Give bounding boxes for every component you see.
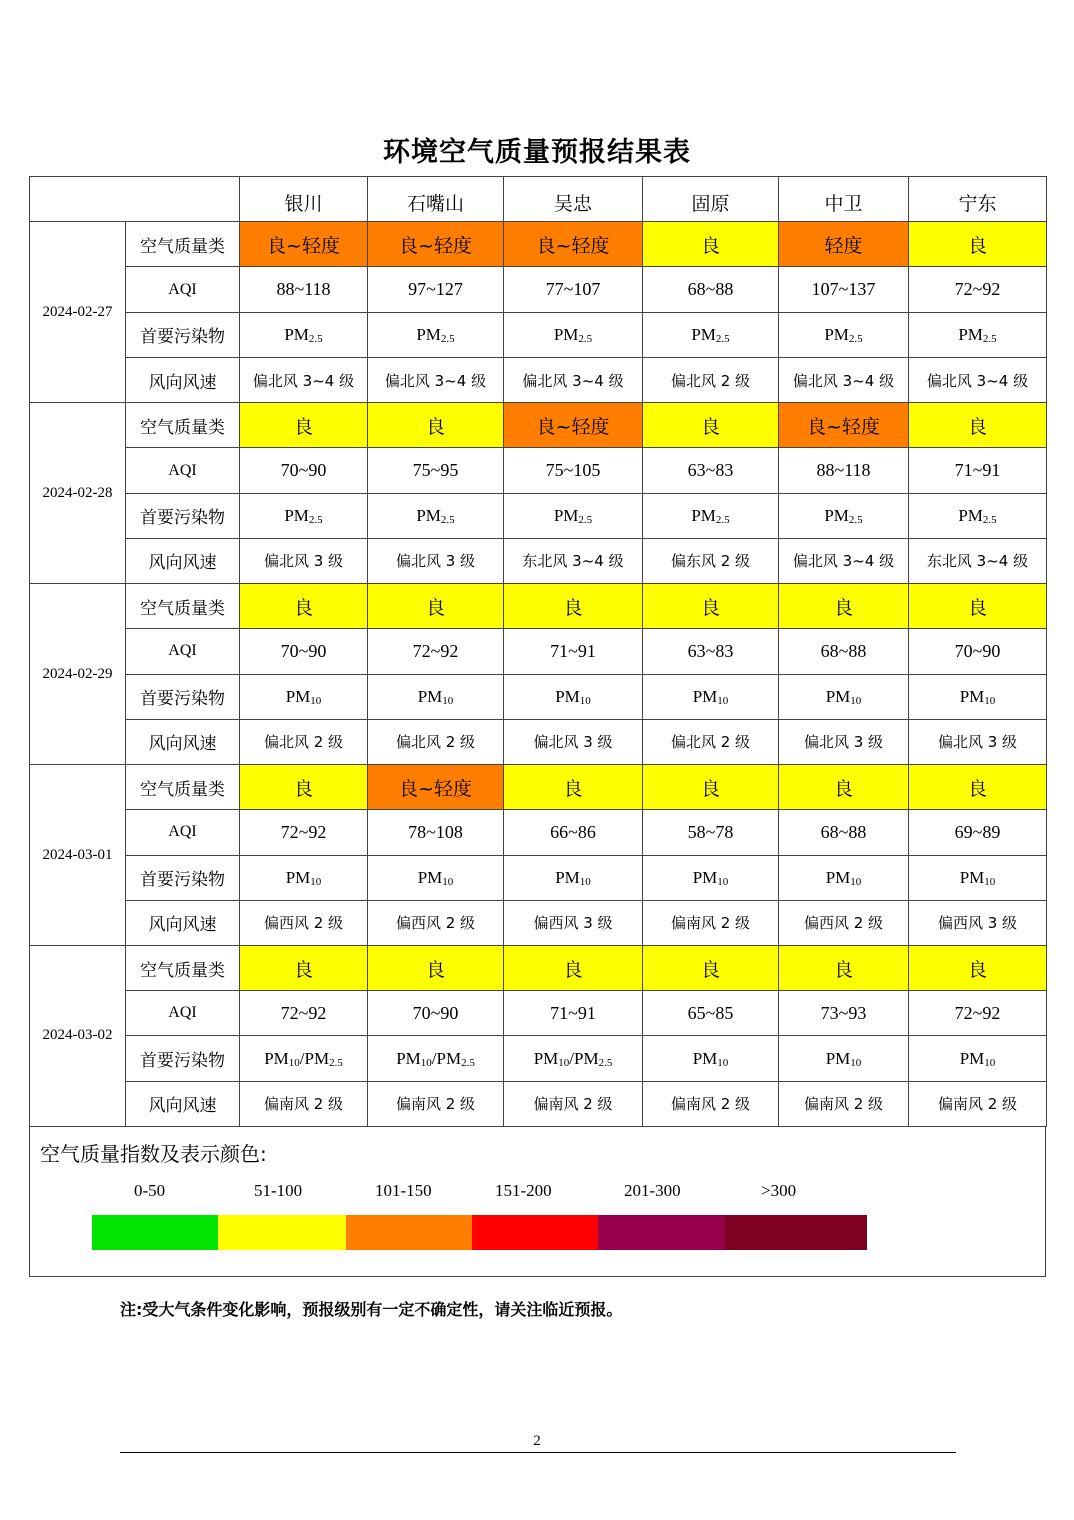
row-label-pollutant: 首要污染物 xyxy=(126,312,240,357)
city-header: 吴忠 xyxy=(504,177,643,222)
wind-cell: 偏北风 2 级 xyxy=(643,357,779,402)
uncertainty-note: 注:受大气条件变化影响，预报级别有一定不确定性，请关注临近预报。 xyxy=(120,1300,623,1319)
row-label-pollutant: 首要污染物 xyxy=(126,493,240,538)
row-label-level: 空气质量类 xyxy=(126,222,240,267)
row-label-pollutant: 首要污染物 xyxy=(126,855,240,900)
row-label-aqi: AQI xyxy=(126,629,240,674)
aqi-cell: 97~127 xyxy=(368,267,504,312)
primary-pollutant-cell: $PM_{2.5}$ xyxy=(368,312,504,357)
legend-swatch-excellent xyxy=(92,1215,218,1250)
pollutant-subscript: 10 xyxy=(984,875,996,888)
wind-cell: 偏西风 3 级 xyxy=(909,900,1047,945)
quality-level-cell: 良 xyxy=(909,403,1047,448)
quality-level-cell: 良 xyxy=(909,765,1047,810)
quality-level-cell: 良 xyxy=(504,584,643,629)
primary-pollutant-cell: $PM_{2.5}$ xyxy=(643,312,779,357)
table-row xyxy=(30,855,1047,900)
table-row xyxy=(30,765,1047,810)
row-label-aqi: AQI xyxy=(126,267,240,312)
legend-range-label: >300 xyxy=(761,1181,797,1200)
forecast-date: 2024-02-27 xyxy=(30,222,126,403)
quality-level-cell: 良 xyxy=(240,765,368,810)
row-label-pollutant: 首要污染物 xyxy=(126,1036,240,1081)
pollutant-subscript: 2.5 xyxy=(715,332,730,345)
pollutant-subscript: 10 xyxy=(579,694,591,707)
aqi-cell: 70~90 xyxy=(909,629,1047,674)
quality-level-cell: 良~轻度 xyxy=(240,222,368,267)
wind-cell: 偏西风 2 级 xyxy=(240,900,368,945)
aqi-cell: 71~91 xyxy=(504,629,643,674)
table-row xyxy=(30,538,1047,583)
wind-cell: 偏北风 3~4 级 xyxy=(909,357,1047,402)
aqi-cell: 72~92 xyxy=(240,991,368,1036)
wind-cell: 偏西风 2 级 xyxy=(368,900,504,945)
quality-level-cell: 良 xyxy=(643,403,779,448)
aqi-cell: 71~91 xyxy=(909,448,1047,493)
primary-pollutant-cell: $PM_{10}$ xyxy=(240,674,368,719)
primary-pollutant-cell: $PM_{2.5}$ xyxy=(368,493,504,538)
row-label-wind: 风向风速 xyxy=(126,719,240,764)
wind-cell: 偏北风 3 级 xyxy=(909,719,1047,764)
quality-level-cell: 良 xyxy=(504,945,643,990)
aqi-cell: 73~93 xyxy=(779,991,909,1036)
pollutant-subscript: 2.5 xyxy=(715,513,730,526)
wind-cell: 偏南风 2 级 xyxy=(240,1081,368,1126)
table-row xyxy=(30,674,1047,719)
aqi-cell: 65~85 xyxy=(643,991,779,1036)
primary-pollutant-cell: $PM_{10}$ xyxy=(779,674,909,719)
wind-cell: 偏北风 2 级 xyxy=(368,719,504,764)
legend-range-label: 51-100 xyxy=(254,1181,303,1200)
quality-level-cell: 良 xyxy=(643,584,779,629)
wind-cell: 偏北风 3~4 级 xyxy=(504,357,643,402)
aqi-cell: 72~92 xyxy=(240,810,368,855)
pollutant-subscript: 2.5 xyxy=(308,332,323,345)
pollutant-subscript: 10 xyxy=(984,1056,996,1069)
wind-cell: 偏南风 2 级 xyxy=(779,1081,909,1126)
pollutant-subscript: 2.5 xyxy=(982,513,997,526)
wind-cell: 偏北风 3 级 xyxy=(368,538,504,583)
primary-pollutant-cell: $PM_{10}/PM_{2.5}$ xyxy=(240,1036,368,1081)
quality-level-cell: 良 xyxy=(504,765,643,810)
pollutant-subscript: 10 xyxy=(850,875,862,888)
city-header: 银川 xyxy=(240,177,368,222)
pollutant-subscript: 10 xyxy=(984,694,996,707)
wind-cell: 偏南风 2 级 xyxy=(643,1081,779,1126)
city-header: 宁东 xyxy=(909,177,1047,222)
wind-cell: 偏西风 2 级 xyxy=(779,900,909,945)
pollutant-subscript: 10 xyxy=(717,694,729,707)
aqi-cell: 77~107 xyxy=(504,267,643,312)
wind-cell: 偏南风 2 级 xyxy=(504,1081,643,1126)
aqi-cell: 78~108 xyxy=(368,810,504,855)
pollutant-subscript: 2.5 xyxy=(578,513,593,526)
aqi-color-legend xyxy=(29,1126,1046,1277)
primary-pollutant-cell: $PM_{10}$ xyxy=(643,855,779,900)
wind-cell: 偏北风 3 级 xyxy=(779,719,909,764)
pollutant-subscript: 10 xyxy=(310,875,322,888)
table-row xyxy=(30,357,1047,402)
quality-level-cell: 良~轻度 xyxy=(504,222,643,267)
pollutant-subscript: 10 xyxy=(558,1056,570,1069)
table-row xyxy=(30,991,1047,1036)
legend-swatch-light xyxy=(346,1215,472,1250)
wind-cell: 偏南风 2 级 xyxy=(643,900,779,945)
pollutant-subscript: 10 xyxy=(442,694,454,707)
page-title: 环境空气质量预报结果表 xyxy=(383,137,691,168)
page-number: 2 xyxy=(533,1433,541,1449)
wind-cell: 偏北风 2 级 xyxy=(240,719,368,764)
pollutant-subscript: 10 xyxy=(579,875,591,888)
forecast-table xyxy=(29,176,1047,1127)
aqi-cell: 70~90 xyxy=(368,991,504,1036)
row-label-wind: 风向风速 xyxy=(126,357,240,402)
pollutant-subscript: 10 xyxy=(717,1056,729,1069)
quality-level-cell: 轻度 xyxy=(779,222,909,267)
quality-level-cell: 良~轻度 xyxy=(368,765,504,810)
table-row xyxy=(30,945,1047,990)
primary-pollutant-cell: $PM_{2.5}$ xyxy=(909,493,1047,538)
row-label-wind: 风向风速 xyxy=(126,1081,240,1126)
aqi-cell: 66~86 xyxy=(504,810,643,855)
pollutant-subscript: 10 xyxy=(717,875,729,888)
row-label-level: 空气质量类 xyxy=(126,765,240,810)
table-row xyxy=(30,810,1047,855)
primary-pollutant-cell: $PM_{2.5}$ xyxy=(240,312,368,357)
quality-level-cell: 良 xyxy=(779,584,909,629)
aqi-cell: 72~92 xyxy=(909,267,1047,312)
aqi-cell: 107~137 xyxy=(779,267,909,312)
primary-pollutant-cell: $PM_{10}$ xyxy=(643,1036,779,1081)
table-row xyxy=(30,629,1047,674)
primary-pollutant-cell: $PM_{10}$ xyxy=(368,855,504,900)
primary-pollutant-cell: $PM_{10}$ xyxy=(240,855,368,900)
pollutant-subscript: 10 xyxy=(442,875,454,888)
aqi-cell: 69~89 xyxy=(909,810,1047,855)
quality-level-cell: 良 xyxy=(240,584,368,629)
primary-pollutant-cell: $PM_{10}$ xyxy=(504,674,643,719)
pollutant-subscript: 10 xyxy=(288,1056,300,1069)
forecast-date: 2024-03-01 xyxy=(30,765,126,946)
forecast-date: 2024-03-02 xyxy=(30,945,126,1126)
aqi-cell: 58~78 xyxy=(643,810,779,855)
quality-level-cell: 良~轻度 xyxy=(504,403,643,448)
table-row xyxy=(30,448,1047,493)
city-header: 石嘴山 xyxy=(368,177,504,222)
primary-pollutant-cell: $PM_{2.5}$ xyxy=(504,493,643,538)
wind-cell: 偏北风 3 级 xyxy=(504,719,643,764)
quality-level-cell: 良 xyxy=(909,945,1047,990)
legend-swatch-moderate xyxy=(472,1215,598,1250)
primary-pollutant-cell: $PM_{10}$ xyxy=(779,855,909,900)
table-row xyxy=(30,1081,1047,1126)
wind-cell: 偏西风 3 级 xyxy=(504,900,643,945)
row-label-level: 空气质量类 xyxy=(126,584,240,629)
wind-cell: 偏北风 3~4 级 xyxy=(779,538,909,583)
quality-level-cell: 良 xyxy=(779,765,909,810)
pollutant-subscript: 2.5 xyxy=(440,513,455,526)
aqi-cell: 88~118 xyxy=(779,448,909,493)
aqi-cell: 68~88 xyxy=(779,810,909,855)
row-label-aqi: AQI xyxy=(126,810,240,855)
table-row xyxy=(30,267,1047,312)
aqi-cell: 71~91 xyxy=(504,991,643,1036)
row-label-wind: 风向风速 xyxy=(126,538,240,583)
primary-pollutant-cell: $PM_{2.5}$ xyxy=(240,493,368,538)
table-row xyxy=(30,584,1047,629)
quality-level-cell: 良~轻度 xyxy=(779,403,909,448)
pollutant-subscript: 10 xyxy=(420,1056,432,1069)
legend-range-label: 101-150 xyxy=(375,1181,432,1200)
primary-pollutant-cell: $PM_{10}$ xyxy=(909,674,1047,719)
aqi-cell: 75~105 xyxy=(504,448,643,493)
city-header: 固原 xyxy=(643,177,779,222)
primary-pollutant-cell: $PM_{10}$ xyxy=(368,674,504,719)
forecast-date: 2024-02-28 xyxy=(30,403,126,584)
quality-level-cell: 良~轻度 xyxy=(368,222,504,267)
pollutant-subscript: 10 xyxy=(310,694,322,707)
pollutant-subscript: 2.5 xyxy=(461,1056,475,1069)
wind-cell: 偏南风 2 级 xyxy=(909,1081,1047,1126)
primary-pollutant-cell: $PM_{10}$ xyxy=(779,1036,909,1081)
pollutant-subscript: 2.5 xyxy=(440,332,455,345)
primary-pollutant-cell: $PM_{10}$ xyxy=(504,855,643,900)
aqi-cell: 72~92 xyxy=(368,629,504,674)
row-label-aqi: AQI xyxy=(126,448,240,493)
quality-level-cell: 良 xyxy=(368,945,504,990)
quality-level-cell: 良 xyxy=(643,765,779,810)
legend-range-label: 201-300 xyxy=(624,1181,681,1200)
pollutant-subscript: 10 xyxy=(850,1056,862,1069)
pollutant-subscript: 2.5 xyxy=(329,1056,343,1069)
aqi-cell: 68~88 xyxy=(779,629,909,674)
wind-cell: 东北风 3~4 级 xyxy=(909,538,1047,583)
quality-level-cell: 良 xyxy=(779,945,909,990)
table-row xyxy=(30,1036,1047,1081)
primary-pollutant-cell: $PM_{2.5}$ xyxy=(779,493,909,538)
wind-cell: 偏南风 2 级 xyxy=(368,1081,504,1126)
legend-swatch-severe xyxy=(725,1215,867,1250)
wind-cell: 偏北风 2 级 xyxy=(643,719,779,764)
aqi-cell: 72~92 xyxy=(909,991,1047,1036)
primary-pollutant-cell: $PM_{10}$ xyxy=(909,1036,1047,1081)
table-row xyxy=(30,312,1047,357)
primary-pollutant-cell: $PM_{10}$ xyxy=(909,855,1047,900)
quality-level-cell: 良 xyxy=(643,945,779,990)
quality-level-cell: 良 xyxy=(240,403,368,448)
aqi-cell: 68~88 xyxy=(643,267,779,312)
quality-level-cell: 良 xyxy=(368,403,504,448)
wind-cell: 偏东风 2 级 xyxy=(643,538,779,583)
table-row xyxy=(30,900,1047,945)
forecast-date: 2024-02-29 xyxy=(30,584,126,765)
primary-pollutant-cell: $PM_{10}/PM_{2.5}$ xyxy=(368,1036,504,1081)
row-label-level: 空气质量类 xyxy=(126,403,240,448)
primary-pollutant-cell: $PM_{2.5}$ xyxy=(504,312,643,357)
corner-cell xyxy=(30,177,240,222)
wind-cell: 偏北风 3~4 级 xyxy=(240,357,368,402)
aqi-cell: 88~118 xyxy=(240,267,368,312)
pollutant-subscript: 2.5 xyxy=(308,513,323,526)
quality-level-cell: 良 xyxy=(909,584,1047,629)
header-row xyxy=(30,177,1047,222)
legend-range-label: 0-50 xyxy=(134,1181,166,1200)
aqi-cell: 70~90 xyxy=(240,448,368,493)
wind-cell: 偏北风 3~4 级 xyxy=(779,357,909,402)
primary-pollutant-cell: $PM_{2.5}$ xyxy=(643,493,779,538)
pollutant-subscript: 2.5 xyxy=(848,513,863,526)
wind-cell: 偏北风 3 级 xyxy=(240,538,368,583)
pollutant-subscript: 2.5 xyxy=(578,332,593,345)
aqi-cell: 63~83 xyxy=(643,448,779,493)
pollutant-subscript: 2.5 xyxy=(848,332,863,345)
primary-pollutant-cell: $PM_{10}$ xyxy=(643,674,779,719)
pollutant-subscript: 2.5 xyxy=(598,1056,613,1069)
primary-pollutant-cell: $PM_{2.5}$ xyxy=(779,312,909,357)
city-header: 中卫 xyxy=(779,177,909,222)
pollutant-subscript: 10 xyxy=(850,694,862,707)
table-row xyxy=(30,719,1047,764)
row-label-pollutant: 首要污染物 xyxy=(126,674,240,719)
wind-cell: 东北风 3~4 级 xyxy=(504,538,643,583)
row-label-aqi: AQI xyxy=(126,991,240,1036)
table-row xyxy=(30,403,1047,448)
quality-level-cell: 良 xyxy=(643,222,779,267)
aqi-cell: 70~90 xyxy=(240,629,368,674)
primary-pollutant-cell: $PM_{10}/PM_{2.5}$ xyxy=(504,1036,643,1081)
aqi-cell: 75~95 xyxy=(368,448,504,493)
legend-range-label: 151-200 xyxy=(495,1181,552,1200)
legend-title: 空气质量指数及表示颜色: xyxy=(40,1142,267,1166)
pollutant-subscript: 2.5 xyxy=(982,332,997,345)
table-row xyxy=(30,493,1047,538)
quality-level-cell: 良 xyxy=(909,222,1047,267)
footer-divider xyxy=(120,1452,956,1453)
row-label-level: 空气质量类 xyxy=(126,945,240,990)
legend-swatch-good xyxy=(218,1215,346,1250)
quality-level-cell: 良 xyxy=(368,584,504,629)
aqi-cell: 63~83 xyxy=(643,629,779,674)
primary-pollutant-cell: $PM_{2.5}$ xyxy=(909,312,1047,357)
wind-cell: 偏北风 3~4 级 xyxy=(368,357,504,402)
quality-level-cell: 良 xyxy=(240,945,368,990)
table-row xyxy=(30,222,1047,267)
row-label-wind: 风向风速 xyxy=(126,900,240,945)
legend-swatch-heavy xyxy=(598,1215,725,1250)
